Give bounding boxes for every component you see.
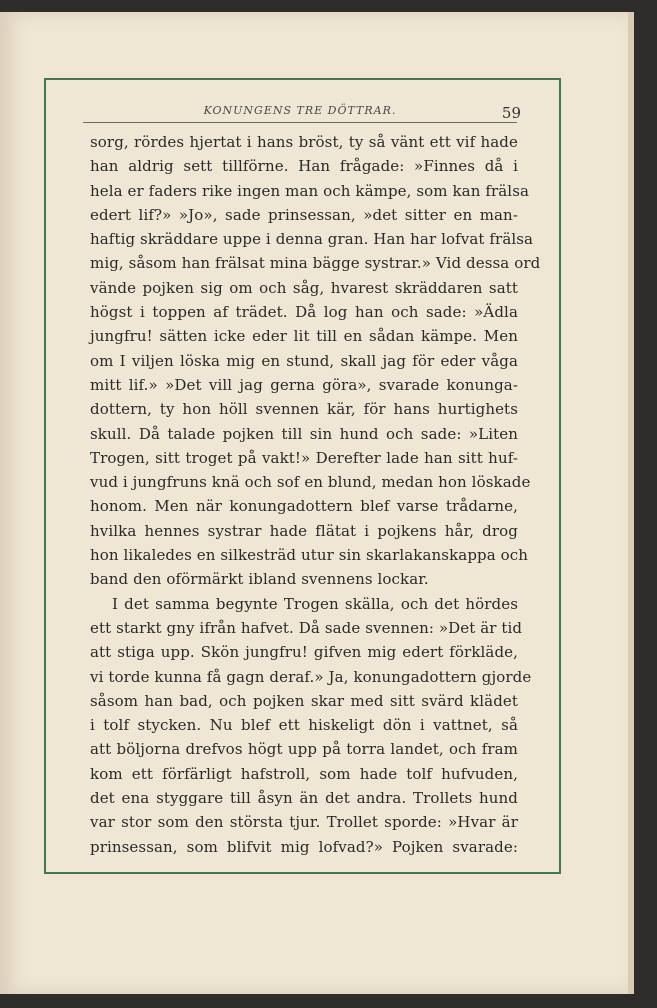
- text-line: vände pojken sig om och såg, hvarest skräddaren satt: [90, 278, 518, 297]
- text-line: jungfru! sätten icke eder lit till en sådan kämpe. Men: [90, 327, 518, 346]
- text-line: mig, såsom han frälsat mina bägge systrar.» Vid dessa ord: [90, 254, 541, 273]
- body-text: [90, 130, 541, 859]
- text-line: vi torde kunna få gagn deraf.» Ja, konungadottern gjorde: [90, 667, 532, 686]
- text-line: band den oförmärkt ibland svennens lockar.: [90, 570, 429, 589]
- text-line: hon likaledes en silkesträd utur sin skarlakanskappa och: [90, 546, 529, 565]
- page-number: 59: [501, 104, 521, 122]
- text-line: I det samma begynte Trogen skälla, och det hördes: [112, 594, 518, 613]
- text-line: edert lif?» »Jo», sade prinsessan, »det sitter en man-: [90, 205, 518, 224]
- page-edge: [628, 12, 634, 994]
- text-line: såsom han bad, och pojken skar med sitt svärd klädet: [90, 691, 518, 710]
- text-line: ett starkt gny ifrån hafvet. Då sade svennen: »Det är tid: [90, 618, 523, 637]
- text-line: kom ett förfärligt hafstroll, som hade tolf hufvuden,: [90, 764, 518, 783]
- text-line: dottern, ty hon höll svennen kär, för hans hurtighets: [90, 400, 518, 419]
- running-head: [83, 104, 517, 126]
- text-line: om I viljen löska mig en stund, skall jag för eder våga: [90, 351, 518, 370]
- running-head-rule: [83, 122, 517, 123]
- text-line: i tolf stycken. Nu blef ett hiskeligt dön i vattnet, så: [90, 716, 518, 735]
- text-line: vud i jungfruns knä och sof en blund, medan hon löskade: [90, 473, 531, 492]
- text-line: sorg, rördes hjertat i hans bröst, ty så vänt ett vif hade: [90, 133, 518, 151]
- text-line: prinsessan, som blifvit mig lofvad?» Pojken svarade:: [90, 837, 518, 856]
- text-line: hvilka hennes systrar hade flätat i pojkens hår, drog: [90, 521, 518, 540]
- text-line: hela er faders rike ingen man och kämpe, som kan frälsa: [90, 181, 530, 200]
- text-line: det ena styggare till åsyn än det andra. Trollets hund: [90, 789, 518, 808]
- running-head-title: KONUNGENS TRE DÖTTRAR.: [203, 104, 397, 117]
- text-line: haftig skräddare uppe i denna gran. Han har lofvat frälsa: [90, 230, 534, 249]
- text-line: högst i toppen af trädet. Då log han och sade: »Ädla: [90, 303, 518, 322]
- text-line: han aldrig sett tillförne. Han frågade: »Finnes då i: [90, 157, 518, 176]
- text-line: honom. Men när konungadottern blef varse trådarne,: [90, 497, 518, 516]
- text-line: Trogen, sitt troget på vakt!» Derefter lade han sitt huf-: [90, 448, 518, 467]
- text-line: att stiga upp. Skön jungfru! gifven mig edert förkläde,: [90, 643, 518, 662]
- text-line: skull. Då talade pojken till sin hund och sade: »Liten: [90, 424, 518, 443]
- text-line: att böljorna drefvos högt upp på torra landet, och fram: [90, 740, 518, 759]
- text-line: var stor som den största tjur. Trollet sporde: »Hvar är: [90, 813, 518, 832]
- text-line: mitt lif.» »Det vill jag gerna göra», svarade konunga-: [90, 375, 518, 394]
